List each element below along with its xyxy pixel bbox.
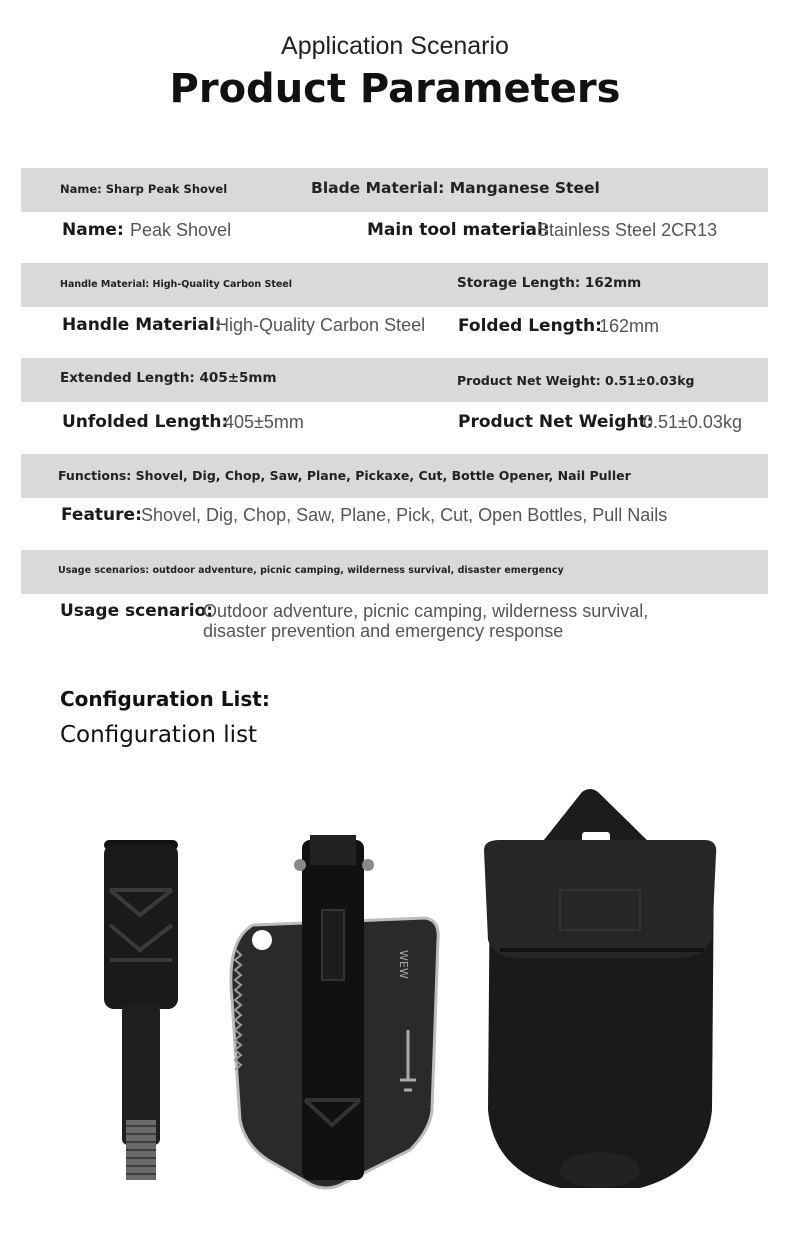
param-band-2 (21, 263, 768, 307)
param-band-4 (21, 454, 768, 498)
param-band-3 (21, 358, 768, 402)
row-3-key-2: Product Net Weight: (458, 412, 654, 432)
param-band-1 (21, 168, 768, 212)
shovel-icon (231, 835, 438, 1188)
band-3-right: Product Net Weight: 0.51±0.03kg (457, 373, 695, 388)
page-title: Product Parameters (169, 66, 621, 112)
row-1-key-1: Name: (62, 220, 124, 240)
row-3-val-1: 405±5mm (224, 412, 304, 432)
configuration-products (0, 780, 790, 1200)
row-1-key-2: Main tool material: (367, 220, 550, 240)
row-2-val-2: 162mm (599, 316, 660, 336)
row-5-val-1: Outdoor adventure, picnic camping, wilderness survival, (203, 601, 649, 621)
row-2-key-1: Handle Material: (62, 315, 222, 335)
band-3-left: Extended Length: 405±5mm (60, 370, 277, 386)
page-subtitle: Application Scenario (281, 32, 509, 60)
shovel-brand: WEW (397, 950, 410, 979)
row-5-key-1: Usage scenario: (60, 601, 213, 621)
pouch-icon (484, 789, 716, 1188)
band-1-left: Name: Sharp Peak Shovel (60, 182, 228, 196)
row-2-val-1: High-Quality Carbon Steel (216, 315, 426, 335)
band-2-left: Handle Material: High-Quality Carbon Steel (60, 279, 293, 290)
row-4-key-1: Feature: (61, 505, 142, 525)
row-5-val-1b: disaster prevention and emergency response (203, 621, 564, 641)
row-3-key-1: Unfolded Length: (62, 412, 229, 432)
row-4-val-1: Shovel, Dig, Chop, Saw, Plane, Pick, Cut, Open Bottles, Pull Nails (141, 505, 668, 525)
row-1-val-1: Peak Shovel (130, 220, 232, 240)
param-band-5 (21, 550, 768, 594)
band-4-left: Functions: Shovel, Dig, Chop, Saw, Plane, Pickaxe, Cut, Bottle Opener, Nail Puller (58, 468, 631, 483)
row-2-key-2: Folded Length: (458, 316, 602, 336)
row-3-val-2: 0.51±0.03kg (643, 412, 742, 432)
configuration-subheading: Configuration list (60, 722, 258, 748)
band-1-right: Blade Material: Manganese Steel (311, 179, 600, 197)
configuration-heading: Configuration List: (60, 687, 270, 711)
band-2-right: Storage Length: 162mm (457, 275, 642, 291)
band-5-left: Usage scenarios: outdoor adventure, picnic camping, wilderness survival, disaster emergency (58, 565, 564, 576)
handle-icon (104, 840, 178, 1180)
row-1-val-2: Stainless Steel 2CR13 (537, 220, 718, 240)
